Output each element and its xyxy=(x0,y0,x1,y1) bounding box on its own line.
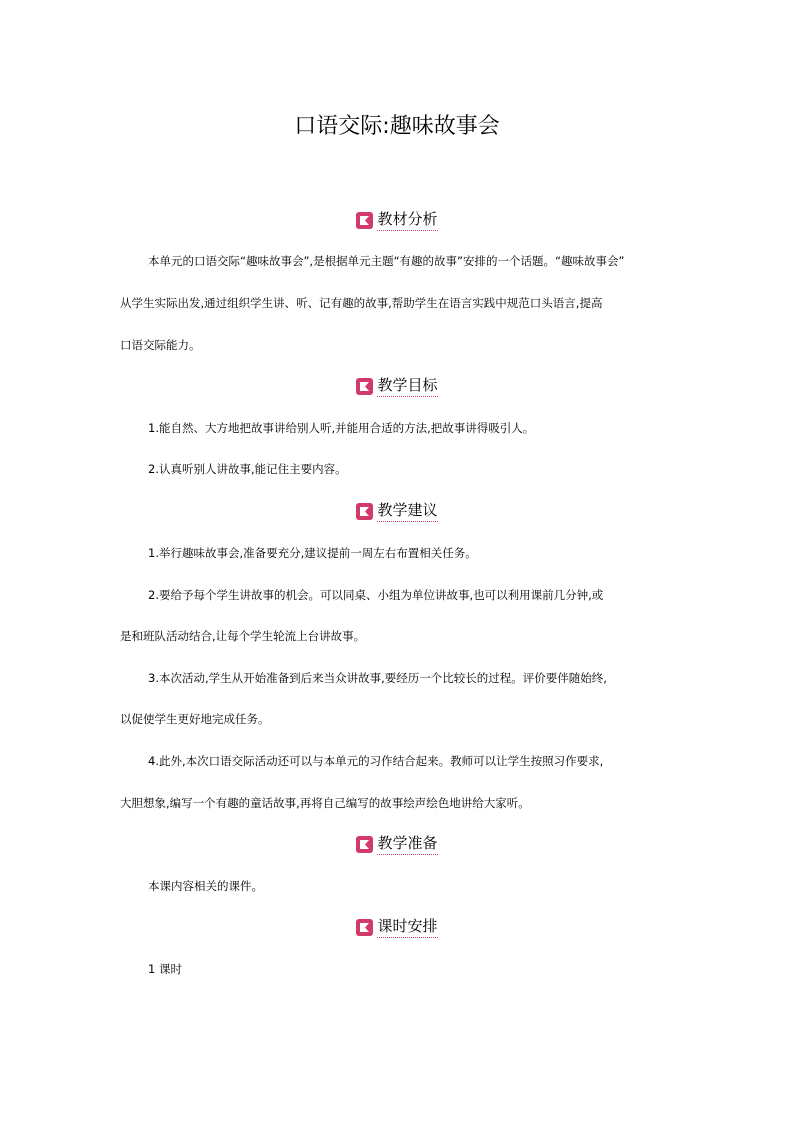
bookmark-icon xyxy=(356,378,373,395)
paragraph-line: 是和班队活动结合,让每个学生轮流上台讲故事。 xyxy=(120,629,366,643)
section-heading-teaching-preparation xyxy=(0,833,794,855)
section-heading-label: 教学建议 xyxy=(377,500,437,522)
section-heading-teaching-suggestions xyxy=(0,500,794,522)
paragraph-line: 2.认真听别人讲故事,能记住主要内容。 xyxy=(148,462,347,476)
paragraph-line: 3.本次活动,学生从开始准备到后来当众讲故事,要经历一个比较长的过程。评价要伴随始终, xyxy=(148,671,607,685)
page-title: 口语交际:趣味故事会 xyxy=(294,114,500,139)
paragraph-line: 2.要给予每个学生讲故事的机会。可以同桌、小组为单位讲故事,也可以利用课前几分钟,或 xyxy=(148,588,604,602)
paragraph-line: 1.能自然、大方地把故事讲给别人听,并能用合适的方法,把故事讲得吸引人。 xyxy=(148,421,535,435)
section-heading-class-schedule xyxy=(0,916,794,938)
bookmark-icon xyxy=(356,503,373,520)
section-heading-label: 课时安排 xyxy=(377,916,437,938)
paragraph-line: 4.此外,本次口语交际活动还可以与本单元的习作结合起来。教师可以让学生按照习作要求, xyxy=(148,754,604,768)
paragraph-line: 1 课时 xyxy=(148,962,182,976)
bookmark-icon xyxy=(356,919,373,936)
paragraph-line: 1.举行趣味故事会,准备要充分,建议提前一周左右布置相关任务。 xyxy=(148,546,477,560)
paragraph-line: 大胆想象,编写一个有趣的童话故事,再将自己编写的故事绘声绘色地讲给大家听。 xyxy=(120,796,530,810)
paragraph-line: 本课内容相关的课件。 xyxy=(148,879,263,893)
section-heading-teaching-goals xyxy=(0,375,794,397)
section-heading-label: 教学准备 xyxy=(377,833,437,855)
section-heading-label: 教学目标 xyxy=(377,375,437,397)
paragraph-line: 以促使学生更好地完成任务。 xyxy=(120,712,270,726)
section-heading-material-analysis xyxy=(0,209,794,231)
paragraph-line: 口语交际能力。 xyxy=(120,338,201,352)
section-heading-label: 教材分析 xyxy=(377,209,437,231)
paragraph-line: 本单元的口语交际“趣味故事会”,是根据单元主题“有趣的故事”安排的一个话题。“趣味故事会” xyxy=(148,254,625,268)
paragraph-line: 从学生实际出发,通过组织学生讲、听、记有趣的故事,帮助学生在语言实践中规范口头语言,提高 xyxy=(120,296,603,310)
bookmark-icon xyxy=(356,836,373,853)
bookmark-icon xyxy=(356,212,373,229)
